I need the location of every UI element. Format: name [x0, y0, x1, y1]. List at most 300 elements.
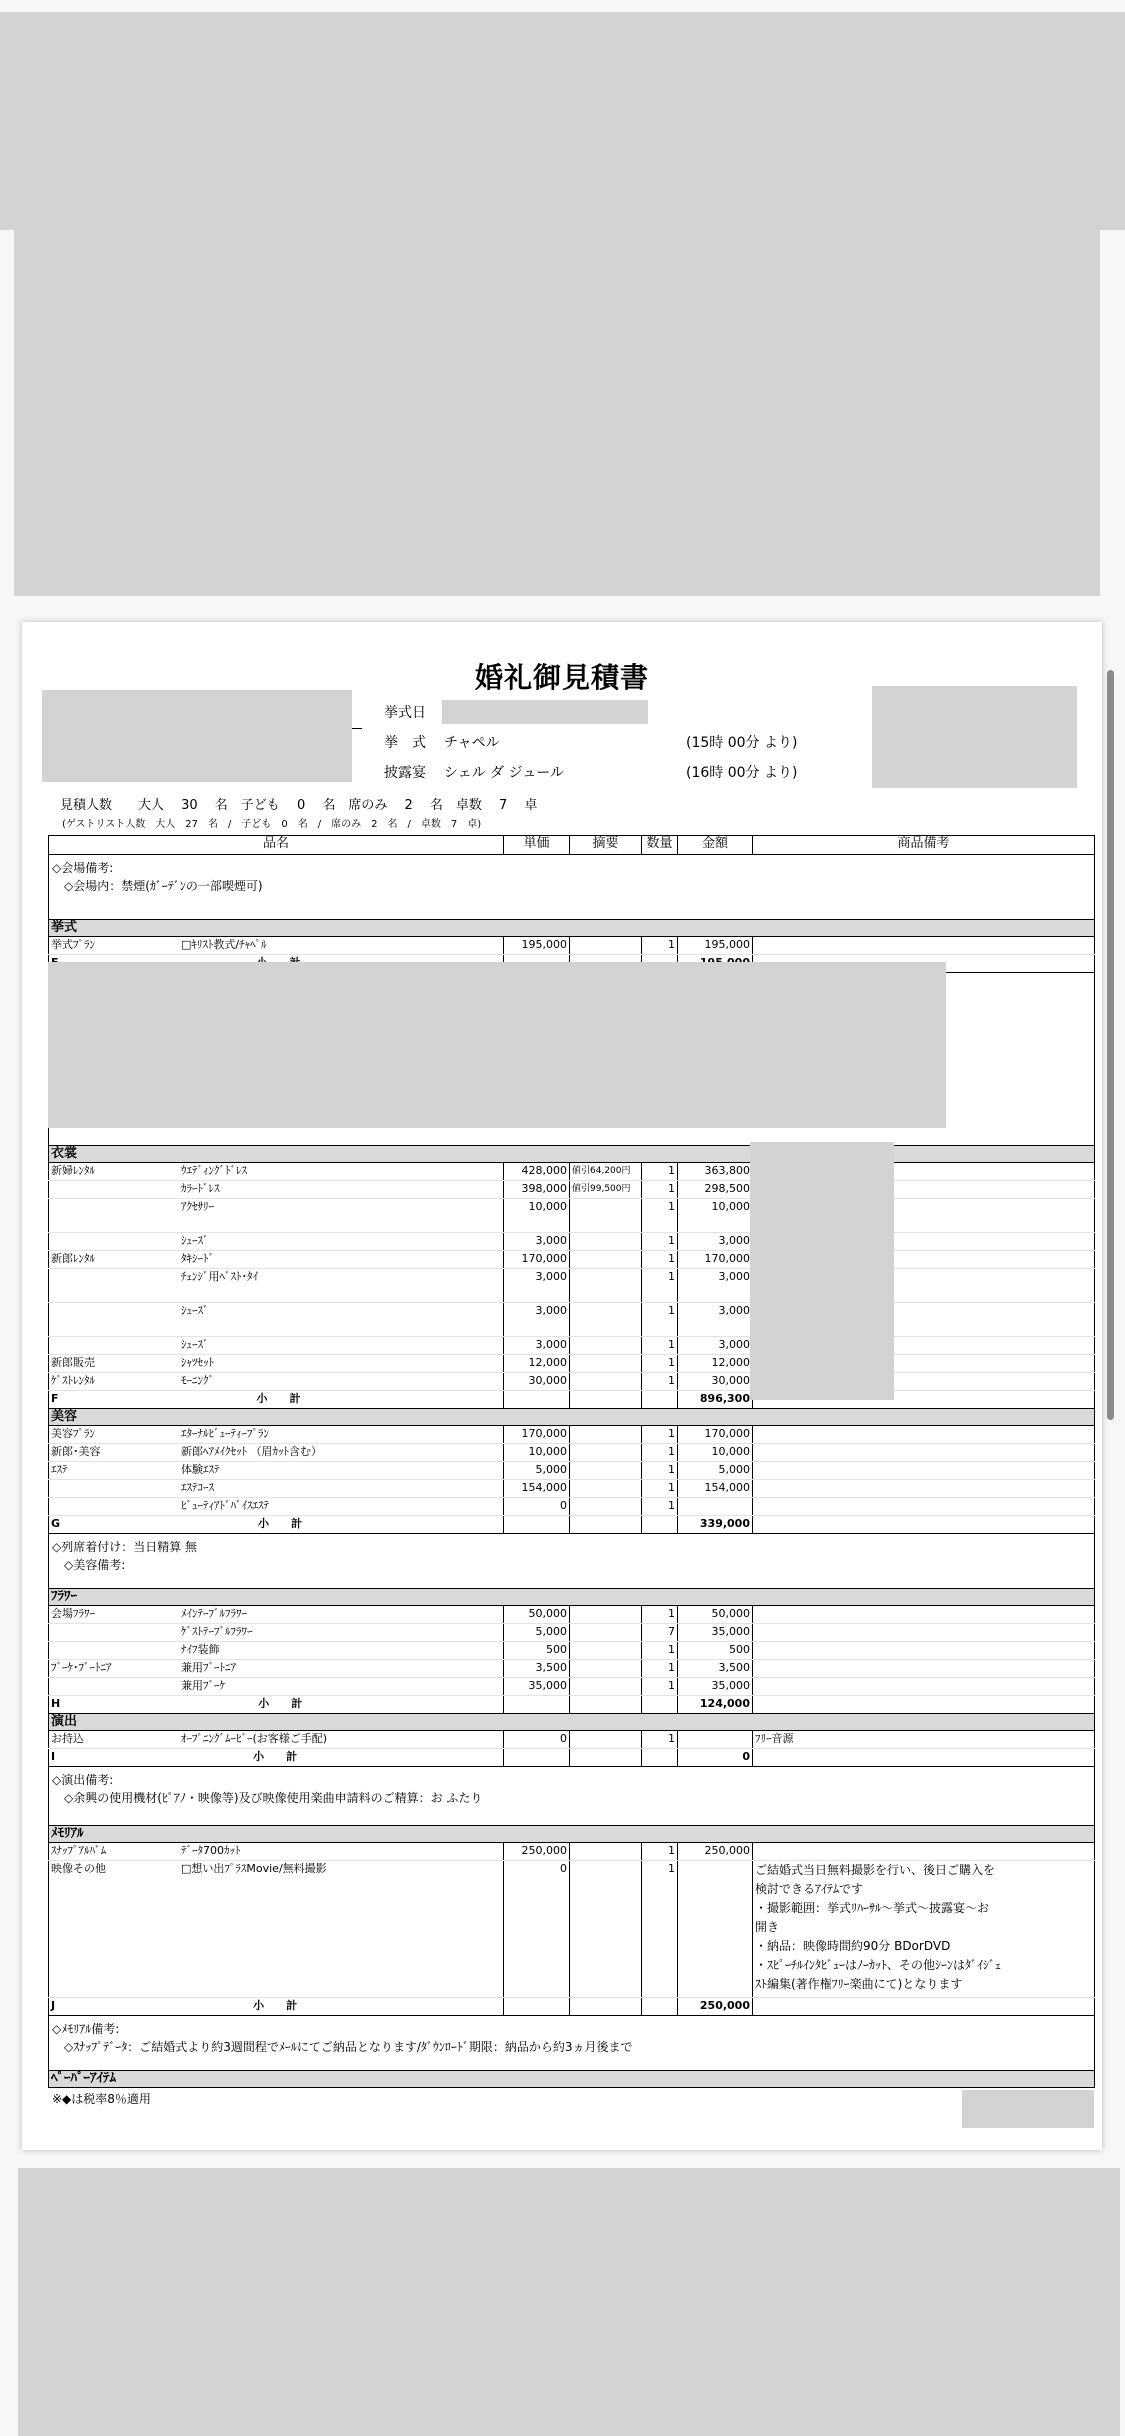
- item-remark: [753, 1843, 1095, 1861]
- table-row: [49, 1303, 1095, 1337]
- blank-cell: [642, 1516, 678, 1534]
- note-line: ◇列席着付け：当日精算 無: [52, 1540, 198, 1554]
- item-remark: [753, 1678, 1095, 1696]
- blank-cell: [504, 1696, 570, 1714]
- amount: 35,000: [678, 1678, 753, 1696]
- reception-time: (16時 00分 より): [686, 765, 798, 781]
- item-name: ﾀｷｼｰﾄﾞ: [181, 1252, 214, 1265]
- item-name: ｼｭｰｽﾞ: [181, 1338, 209, 1351]
- section-header-flower: [49, 1589, 1095, 1606]
- section-title: ﾍﾟｰﾊﾟｰｱｲﾃﾑ: [49, 2071, 1095, 2088]
- subtotal-row: [49, 1749, 1095, 1767]
- item-category: 映像その他: [51, 1862, 106, 1875]
- item-category: 新郎販売: [51, 1356, 95, 1369]
- col-remarks: 商品備考: [753, 836, 1095, 855]
- unit-price: 154,000: [504, 1480, 570, 1498]
- unit-price: 195,000: [504, 937, 570, 955]
- item-name: ﾓｰﾆﾝｸﾞ: [181, 1374, 214, 1387]
- page-title: 婚礼御見積書: [474, 661, 649, 694]
- col-summary: 摘要: [570, 836, 642, 855]
- table-row: [49, 1642, 1095, 1660]
- item-cell: [49, 1624, 504, 1642]
- section-title: 演出: [49, 1714, 1095, 1731]
- unit-price: 12,000: [504, 1355, 570, 1373]
- item-cell: [49, 1251, 504, 1269]
- item-name: ｶﾗｰﾄﾞﾚｽ: [181, 1182, 220, 1195]
- subtotal-letter: J: [51, 1999, 56, 2012]
- blank-cell: [753, 1749, 1095, 1767]
- subtotal-label-cell: [49, 1696, 504, 1714]
- remark-line: 検討できるｱｲﾃﾑです: [755, 1882, 864, 1896]
- quantity: 1: [642, 1843, 678, 1861]
- amount: 250,000: [678, 1843, 753, 1861]
- amount: 12,000: [678, 1355, 753, 1373]
- amount: [678, 1731, 753, 1749]
- table-row: [49, 1251, 1095, 1269]
- blank-cell: [570, 1696, 642, 1714]
- item-cell: [49, 1843, 504, 1861]
- subtotal-label: 小 計: [258, 1697, 303, 1710]
- unit-price: 0: [504, 1498, 570, 1516]
- blank-cell: [642, 1749, 678, 1767]
- amount: 298,500: [678, 1181, 753, 1199]
- quantity: 1: [642, 1269, 678, 1303]
- item-name: 兼用ﾌﾞｰｹ: [181, 1679, 225, 1692]
- item-category: 挙式ﾌﾟﾗﾝ: [51, 938, 95, 951]
- quantity: 1: [642, 1678, 678, 1696]
- item-remark: [753, 1606, 1095, 1624]
- section-title: ﾒﾓﾘｱﾙ: [49, 1826, 1095, 1843]
- amount: 154,000: [678, 1480, 753, 1498]
- item-name: ﾁｪﾝｼﾞ用ﾍﾞｽﾄ･ﾀｲ: [181, 1270, 258, 1283]
- item-name: 体験ｴｽﾃ: [181, 1463, 220, 1476]
- redacted-customer-info: [42, 690, 352, 782]
- item-cell: [49, 1462, 504, 1480]
- item-summary: [570, 1861, 642, 1998]
- notes-cell: [49, 855, 1095, 908]
- subtotal-amount: 124,000: [678, 1696, 753, 1714]
- redacted-section: [48, 962, 946, 1128]
- quantity: 1: [642, 1181, 678, 1199]
- item-category: 新郎ﾚﾝﾀﾙ: [51, 1252, 95, 1265]
- estimate-page: [22, 622, 1102, 2150]
- item-cell: [49, 1303, 504, 1337]
- subtotal-row: [49, 1391, 1095, 1409]
- item-cell: [49, 1233, 504, 1251]
- item-name: ｵｰﾌﾟﾆﾝｸﾞﾑｰﾋﾞｰ(お客様ご手配): [181, 1732, 328, 1745]
- unit-price: 35,000: [504, 1678, 570, 1696]
- scrollbar[interactable]: [1107, 670, 1114, 1420]
- table-row: [49, 1373, 1095, 1391]
- quantity: 1: [642, 1462, 678, 1480]
- blank-cell: [570, 1391, 642, 1409]
- subtotal-letter: F: [51, 1392, 59, 1405]
- item-summary: [570, 1251, 642, 1269]
- table-row: [49, 1181, 1095, 1199]
- subtotal-amount: 896,300: [678, 1391, 753, 1409]
- subtotal-label: 小 計: [258, 1517, 303, 1530]
- section-header-costume: [49, 1146, 1095, 1163]
- subtotal-label: 小 計: [253, 1999, 298, 2012]
- subtotal-label: 小 計: [253, 1750, 298, 1763]
- table-row: [49, 1233, 1095, 1251]
- note-line: ◇会場備考:: [52, 861, 114, 875]
- section-header-production: [49, 1714, 1095, 1731]
- remark-line: ・撮影範囲：挙式ﾘﾊｰｻﾙ～挙式～披露宴～お: [755, 1901, 990, 1915]
- notes-cell: [49, 1534, 1095, 1589]
- item-category: 会場ﾌﾗﾜｰ: [51, 1607, 95, 1620]
- item-name: ｼｭｰｽﾞ: [181, 1304, 209, 1317]
- table-row: [49, 1480, 1095, 1498]
- blank-cell: [642, 1391, 678, 1409]
- redacted-remarks: [750, 1142, 894, 1400]
- quantity: 1: [642, 1660, 678, 1678]
- table-row: [49, 1498, 1095, 1516]
- quantity: 1: [642, 1606, 678, 1624]
- blank-cell: [570, 1516, 642, 1534]
- item-summary: [570, 1480, 642, 1498]
- memorial-notes: [49, 2016, 1095, 2071]
- item-summary: [570, 1199, 642, 1233]
- item-name: □ｷﾘｽﾄ教式/ﾁｬﾍﾟﾙ: [181, 938, 267, 951]
- item-cell: [49, 1660, 504, 1678]
- notes-cell: [49, 2016, 1095, 2071]
- quantity: 1: [642, 1355, 678, 1373]
- blank-cell: [570, 1998, 642, 2016]
- item-name: ﾒｲﾝﾃｰﾌﾞﾙﾌﾗﾜｰ: [181, 1607, 247, 1620]
- spacer-row: [49, 907, 1095, 920]
- table-row: [49, 1731, 1095, 1749]
- unit-price: 10,000: [504, 1444, 570, 1462]
- item-remark: [753, 937, 1095, 955]
- table-row: [49, 1843, 1095, 1861]
- unit-price: 3,000: [504, 1337, 570, 1355]
- item-remark: [753, 1480, 1095, 1498]
- item-name: ﾅｲﾌ装飾: [181, 1643, 220, 1656]
- item-remark: [753, 1498, 1095, 1516]
- blank-cell: [504, 1391, 570, 1409]
- redacted-date: [442, 700, 648, 724]
- blank-cell: [753, 1998, 1095, 2016]
- item-name: 兼用ﾌﾞｰﾄﾆｱ: [181, 1661, 236, 1674]
- section-header-memorial: [49, 1826, 1095, 1843]
- subtotal-label-cell: [49, 1516, 504, 1534]
- blank-cell: [753, 1696, 1095, 1714]
- item-summary: [570, 1678, 642, 1696]
- remark-line: ・納品：映像時間約90分 BDorDVD: [755, 1939, 951, 1953]
- amount: 3,000: [678, 1337, 753, 1355]
- quantity: 1: [642, 1337, 678, 1355]
- item-cell: [49, 1373, 504, 1391]
- blank-cell: [504, 1998, 570, 2016]
- item-category: ｴｽﾃ: [51, 1463, 68, 1476]
- item-name: □想い出ﾌﾟﾗｽMovie/無料撮影: [181, 1862, 327, 1875]
- quantity: 1: [642, 1426, 678, 1444]
- item-remark: [753, 1426, 1095, 1444]
- amount: 30,000: [678, 1373, 753, 1391]
- item-name: ｴﾀｰﾅﾙﾋﾞｭｰﾃｨｰﾌﾟﾗﾝ: [181, 1427, 269, 1440]
- subtotal-letter: G: [51, 1517, 61, 1530]
- table-row: [49, 1861, 1095, 1998]
- item-summary: [570, 1498, 642, 1516]
- amount: 10,000: [678, 1199, 753, 1233]
- amount: 500: [678, 1642, 753, 1660]
- unit-price: 3,000: [504, 1233, 570, 1251]
- reception-venue: シェル ダ ジュール: [444, 765, 565, 781]
- item-summary: [570, 1426, 642, 1444]
- quantity: 1: [642, 1861, 678, 1998]
- table-row: [49, 937, 1095, 955]
- item-remark: ﾌﾘｰ音源: [753, 1731, 1095, 1749]
- table-row: [49, 1660, 1095, 1678]
- item-name: ｱｸｾｻﾘｰ: [181, 1200, 214, 1213]
- reception-label: 披露宴: [384, 765, 426, 781]
- item-cell: [49, 1163, 504, 1181]
- unit-price: 428,000: [504, 1163, 570, 1181]
- table-row: [49, 1462, 1095, 1480]
- unit-price: 170,000: [504, 1251, 570, 1269]
- subtotal-amount: 339,000: [678, 1516, 753, 1534]
- item-name: ｼｬﾂｾｯﾄ: [181, 1356, 214, 1369]
- item-summary: [570, 1269, 642, 1303]
- unit-price: 0: [504, 1861, 570, 1998]
- subtotal-row: [49, 1516, 1095, 1534]
- amount: 3,000: [678, 1233, 753, 1251]
- ceremony-time: (15時 00分 より): [686, 735, 798, 751]
- table-row: [49, 1199, 1095, 1233]
- table-row: [49, 1426, 1095, 1444]
- production-notes: [49, 1767, 1095, 1826]
- quantity: 1: [642, 1373, 678, 1391]
- table-row: [49, 1678, 1095, 1696]
- item-summary: [570, 1337, 642, 1355]
- blank-cell: [642, 1998, 678, 2016]
- unit-price: 0: [504, 1731, 570, 1749]
- subtotal-amount: 0: [678, 1749, 753, 1767]
- unit-price: 3,000: [504, 1303, 570, 1337]
- item-name: ﾃﾞｰﾀ700ｶｯﾄ: [181, 1844, 241, 1857]
- unit-price: 170,000: [504, 1426, 570, 1444]
- item-cell: [49, 1861, 504, 1998]
- redacted-bottom-area: [18, 2168, 1120, 2436]
- note-line: ◇演出備考:: [52, 1773, 114, 1787]
- item-category: ﾌﾞｰｹ･ﾌﾞｰﾄﾆｱ: [51, 1661, 112, 1674]
- table-row: [49, 1163, 1095, 1181]
- blank-cell: [570, 1749, 642, 1767]
- item-name: ｳｴﾃﾞｨﾝｸﾞﾄﾞﾚｽ: [181, 1164, 247, 1177]
- item-category: 新郎･美容: [51, 1445, 101, 1458]
- amount: 50,000: [678, 1606, 753, 1624]
- table-row: [49, 1624, 1095, 1642]
- col-qty: 数量: [642, 836, 678, 855]
- divider: [352, 728, 362, 729]
- quantity: 1: [642, 1303, 678, 1337]
- item-cell: [49, 1181, 504, 1199]
- subtotal-row: [49, 1696, 1095, 1714]
- item-summary: [570, 1624, 642, 1642]
- guest-list-count: (ゲストリスト人数 大人 27 名 / 子ども 0 名 / 席のみ 2 名 / 卓数 7 卓): [62, 819, 482, 830]
- item-category: ｽﾅｯﾌﾟｱﾙﾊﾞﾑ: [51, 1844, 106, 1857]
- item-name: ｼｭｰｽﾞ: [181, 1234, 209, 1247]
- item-cell: [49, 1337, 504, 1355]
- quantity: 1: [642, 1480, 678, 1498]
- unit-price: 3,500: [504, 1660, 570, 1678]
- unit-price: 5,000: [504, 1462, 570, 1480]
- amount: [678, 1861, 753, 1998]
- remark-line: 開き: [755, 1920, 780, 1934]
- item-name: ﾋﾞｭｰﾃｨｱﾄﾞﾊﾞｲｽｴｽﾃ: [181, 1499, 269, 1512]
- unit-price: 398,000: [504, 1181, 570, 1199]
- amount: 195,000: [678, 937, 753, 955]
- amount: 170,000: [678, 1426, 753, 1444]
- item-cell: [49, 1731, 504, 1749]
- item-remark: [753, 1642, 1095, 1660]
- note-line: ◇美容備考:: [64, 1558, 126, 1572]
- item-summary: [570, 1642, 642, 1660]
- amount: 3,000: [678, 1269, 753, 1303]
- item-summary: 値引99,500円: [570, 1181, 642, 1199]
- item-cell: [49, 1355, 504, 1373]
- quantity: 1: [642, 1444, 678, 1462]
- quantity: 1: [642, 1642, 678, 1660]
- item-category: 美容ﾌﾟﾗﾝ: [51, 1427, 95, 1440]
- remark-line: ｽﾄ編集(著作権ﾌﾘｰ楽曲にて)となります: [755, 1977, 963, 1991]
- item-summary: [570, 1606, 642, 1624]
- subtotal-label-cell: [49, 1998, 504, 2016]
- quantity: 1: [642, 1233, 678, 1251]
- quantity: 1: [642, 937, 678, 955]
- amount: 3,500: [678, 1660, 753, 1678]
- blank-cell: [504, 1516, 570, 1534]
- item-cell: [49, 1269, 504, 1303]
- amount: 5,000: [678, 1462, 753, 1480]
- beauty-notes: [49, 1534, 1095, 1589]
- venue-notes: [49, 855, 1095, 908]
- redacted-logo: [872, 686, 1077, 788]
- amount: 35,000: [678, 1624, 753, 1642]
- date-label: 挙式日: [384, 705, 426, 721]
- item-summary: [570, 1355, 642, 1373]
- subtotal-label: 小 計: [256, 1392, 301, 1405]
- table-row: [49, 1444, 1095, 1462]
- unit-price: 30,000: [504, 1373, 570, 1391]
- amount: 170,000: [678, 1251, 753, 1269]
- quantity: 1: [642, 1163, 678, 1181]
- section-title: 衣裳: [49, 1146, 1095, 1163]
- unit-price: 50,000: [504, 1606, 570, 1624]
- item-cell: [49, 1678, 504, 1696]
- quantity: 1: [642, 1251, 678, 1269]
- item-cell: [49, 1426, 504, 1444]
- item-summary: [570, 1233, 642, 1251]
- item-summary: [570, 1660, 642, 1678]
- section-title: 挙式: [49, 920, 1095, 937]
- subtotal-label-cell: [49, 1749, 504, 1767]
- section-title: ﾌﾗﾜｰ: [49, 1589, 1095, 1606]
- item-summary: 値引64,200円: [570, 1163, 642, 1181]
- amount: 10,000: [678, 1444, 753, 1462]
- remark-line: ・ｽﾋﾟｰﾁﾙｲﾝﾀﾋﾞｭｰはﾉｰｶｯﾄ、その他ｼｰﾝはﾀﾞｲｼﾞｪ: [755, 1958, 1002, 1972]
- subtotal-amount: 250,000: [678, 1998, 753, 2016]
- unit-price: 5,000: [504, 1624, 570, 1642]
- unit-price: 3,000: [504, 1269, 570, 1303]
- item-name: ｴｽﾃｺｰｽ: [181, 1481, 214, 1494]
- item-cell: [49, 1498, 504, 1516]
- table-header: [49, 836, 1095, 855]
- item-summary: [570, 1373, 642, 1391]
- subtotal-label-cell: [49, 1391, 504, 1409]
- notes-cell: [49, 1767, 1095, 1826]
- unit-price: 10,000: [504, 1199, 570, 1233]
- table-row: [49, 1269, 1095, 1303]
- item-cell: [49, 1444, 504, 1462]
- subtotal-row: [49, 1998, 1095, 2016]
- table-row: [49, 1337, 1095, 1355]
- blank-cell: [753, 1516, 1095, 1534]
- amount: 3,000: [678, 1303, 753, 1337]
- item-remark: [753, 1462, 1095, 1480]
- quantity: 1: [642, 1731, 678, 1749]
- item-category: ｹﾞｽﾄﾚﾝﾀﾙ: [51, 1374, 95, 1387]
- note-line: ◇余興の使用機材(ﾋﾟｱﾉ・映像等)及び映像使用楽曲申請料のご精算：お ふたり: [64, 1791, 483, 1805]
- item-summary: [570, 1303, 642, 1337]
- item-category: お持込: [51, 1732, 84, 1745]
- redacted-stamp: [962, 2090, 1094, 2128]
- remark-line: ご結婚式当日無料撮影を行い、後日ご購入を: [755, 1863, 996, 1877]
- item-category: 新婦ﾚﾝﾀﾙ: [51, 1164, 95, 1177]
- table-row: [49, 1355, 1095, 1373]
- blank-cell: [642, 1696, 678, 1714]
- item-remark: [753, 1660, 1095, 1678]
- redacted-top-area-2: [14, 230, 1100, 596]
- item-name: ｹﾞｽﾄﾃｰﾌﾞﾙﾌﾗﾜｰ: [181, 1625, 253, 1638]
- subtotal-letter: H: [51, 1697, 61, 1710]
- subtotal-letter: I: [51, 1750, 56, 1763]
- quantity: 1: [642, 1498, 678, 1516]
- section-header-paper: [49, 2071, 1095, 2088]
- col-unit-price: 単価: [504, 836, 570, 855]
- item-cell: [49, 1480, 504, 1498]
- ceremony-label: 挙 式: [384, 735, 426, 751]
- item-remark: [753, 1861, 1095, 1998]
- note-line: ◇会場内：禁煙(ｶﾞｰﾃﾞﾝの一部喫煙可): [64, 879, 263, 893]
- redacted-top-area: [0, 12, 1125, 230]
- item-cell: [49, 1199, 504, 1233]
- col-amount: 金額: [678, 836, 753, 855]
- col-item: 品名: [49, 836, 504, 855]
- item-remark: [753, 1624, 1095, 1642]
- item-summary: [570, 1731, 642, 1749]
- blank-cell: [504, 1749, 570, 1767]
- item-cell: [49, 1642, 504, 1660]
- unit-price: 250,000: [504, 1843, 570, 1861]
- note-line: ◇ｽﾅｯﾌﾟﾃﾞｰﾀ：ご結婚式より約3週間程でﾒｰﾙにてご納品となります/ﾀﾞｳﾝﾛｰﾄﾞ期限：納品から約3ヵ月後まで: [64, 2040, 633, 2054]
- guest-count: 見積人数 大人 30 名 子ども 0 名 席のみ 2 名 卓数 7 卓: [60, 798, 538, 813]
- section-header-ceremony: [49, 920, 1095, 937]
- quantity: 1: [642, 1199, 678, 1233]
- table-row: [49, 1606, 1095, 1624]
- amount: 363,800: [678, 1163, 753, 1181]
- item-summary: [570, 937, 642, 955]
- item-name: 新郎ﾍｱﾒｲｸｾｯﾄ （眉ｶｯﾄ含む）: [181, 1445, 322, 1458]
- note-line: ◇ﾒﾓﾘｱﾙ備考:: [52, 2022, 120, 2036]
- amount: [678, 1498, 753, 1516]
- item-cell: [49, 1606, 504, 1624]
- item-summary: [570, 1462, 642, 1480]
- tax-footnote: ※◆は税率8％適用: [52, 2092, 151, 2106]
- item-cell: [49, 937, 504, 955]
- spacer: [49, 907, 1095, 920]
